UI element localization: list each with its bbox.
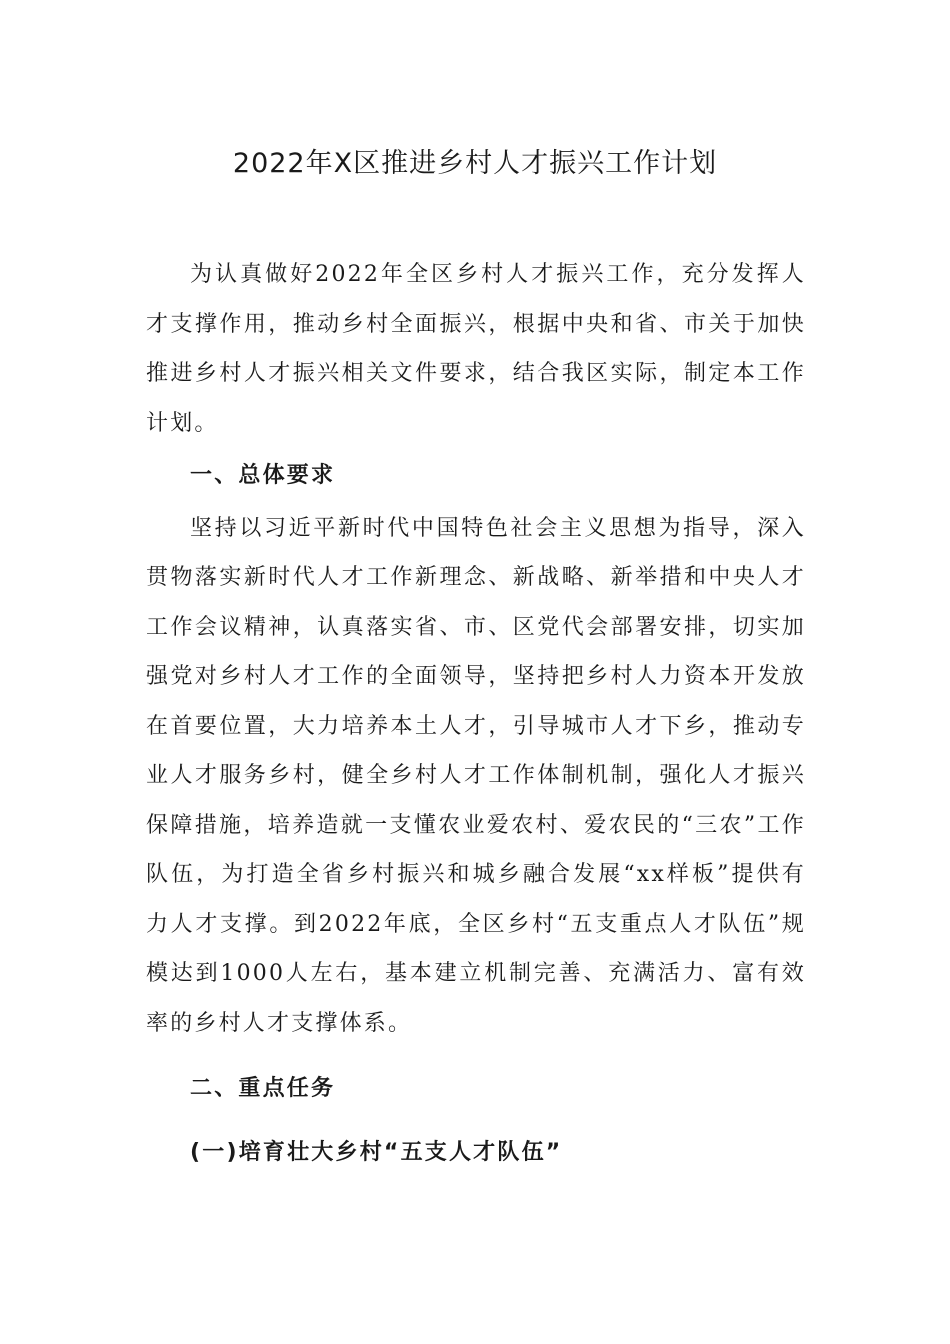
section-heading-general-requirements: 一、总体要求 (190, 463, 336, 488)
general-requirements-paragraph: 坚持以习近平新时代中国特色社会主义思想为指导，深入贯物落实新时代人才工作新理念、新战略、新举措和中央人才工作会议精神，认真落实省、市、区党代会部署安排，切实加强党对乡村人才工作的全面领导，坚持把乡村人力资本开发放在首要位置，大力培养本土人才，引导城市人才下乡，推动专业人才服务乡村，健全乡村人才工作体制机制，强化人才振兴保障措施，培养造就一支懂农业爱农村、爱农民的“三农”工作队伍，为打造全省乡村振兴和城乡融合发展“xx样板”提供有力人才支撑。到2022年底，全区乡村“五支重点人才队伍”规模达到1000人左右，基本建立机制完善、充满活力、富有效率的乡村人才支撑体系。 (146, 515, 806, 1036)
subsection-heading-five-talent-teams: (一)培育壮大乡村“五支人才队伍” (190, 1139, 563, 1165)
intro-paragraph: 为认真做好2022年全区乡村人才振兴工作，充分发挥人才支撑作用，推动乡村全面振兴，根据中央和省、市关于加快推进乡村人才振兴相关文件要求，结合我区实际，制定本工作计划。 (146, 262, 806, 436)
document-body (146, 250, 806, 1177)
section-heading-key-tasks: 二、重点任务 (190, 1076, 336, 1101)
document-title: 2022年X区推进乡村人才振兴工作计划 (232, 148, 718, 179)
